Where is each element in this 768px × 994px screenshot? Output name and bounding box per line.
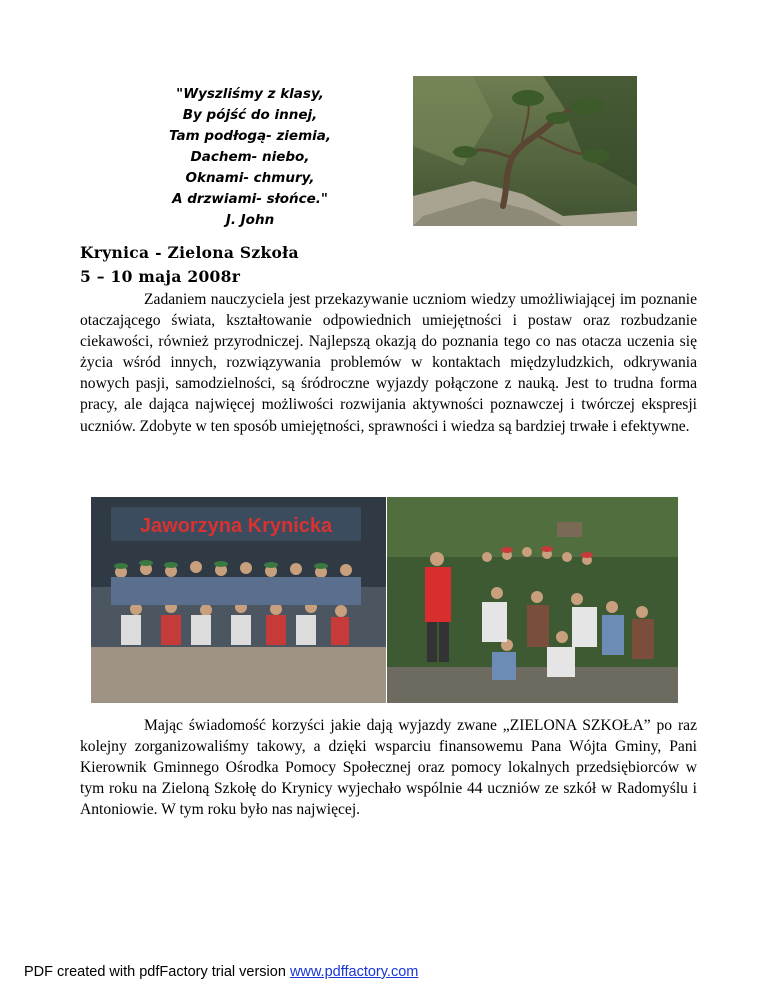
poem-quote (140, 84, 360, 231)
poem-line: Oknami- chmury, (185, 170, 315, 186)
poem-line: By pójść do innej, (182, 107, 318, 123)
footer-text: PDF created with pdfFactory trial version (24, 964, 290, 980)
pdf-footer (24, 964, 418, 980)
station-sign-text: Jaworzyna Krynicka (139, 515, 333, 537)
poem-author: J. John (225, 212, 275, 228)
tree-photo (413, 76, 637, 226)
poem-line: Dachem- niebo, (190, 149, 310, 165)
event-dates: 5 – 10 maja 2008r (80, 267, 241, 286)
intro-paragraph: Zadaniem nauczyciela jest przekazywanie uczniom wiedzy umożliwiającej im poznanie otaczającego świata, kształtowanie odpowiednich umiejętności i postaw oraz rozbudzanie ciekawości, również przyrodniczej. Najlepszą okazją do poznania tego co nas otacza uczenia się życia wśród innych, rozwiązywania problemów w kontaktach międzyludzkich, odkrywania nowych pasji, samodzielności, są śródroczne wyjazdy połączone z nauką. Jest to trudna forma pracy, ale dająca najwięcej możliwości rozwijania aktywności poznawczej i twórczej ekspresji uczniów. Zdobyte w ten sposób umiejętności, sprawności i wiedza są bardziej trwałe i efektywne. (80, 291, 697, 435)
trip-paragraph: Mając świadomość korzyści jakie dają wyjazdy zwane „ZIELONA SZKOŁA” po raz kolejny zorganizowaliśmy takowy, a dzięki wsparciu finansowemu Pana Wójta Gminy, Pani Kierownik Gminnego Ośrodka Pomocy Społecznej oraz pomocy lokalnych przedsiębiorców w tym roku na Zieloną Szkołę do Krynicy wyjechało wspólnie 44 uczniów ze szkół w Radomyślu i Antoniowie. W tym roku było nas najwięcej. (80, 717, 697, 819)
poem-line: "Wyszliśmy z klasy, (176, 86, 324, 102)
group-photo-park (387, 497, 678, 703)
poem-line: Tam podłogą- ziemia, (168, 128, 332, 144)
pdffactory-link[interactable]: www.pdffactory.com (289, 964, 419, 980)
poem-line: A drzwiami- słońce." (172, 191, 328, 207)
group-photo-station (91, 497, 386, 703)
page-title: Krynica - Zielona Szkoła (80, 243, 299, 262)
